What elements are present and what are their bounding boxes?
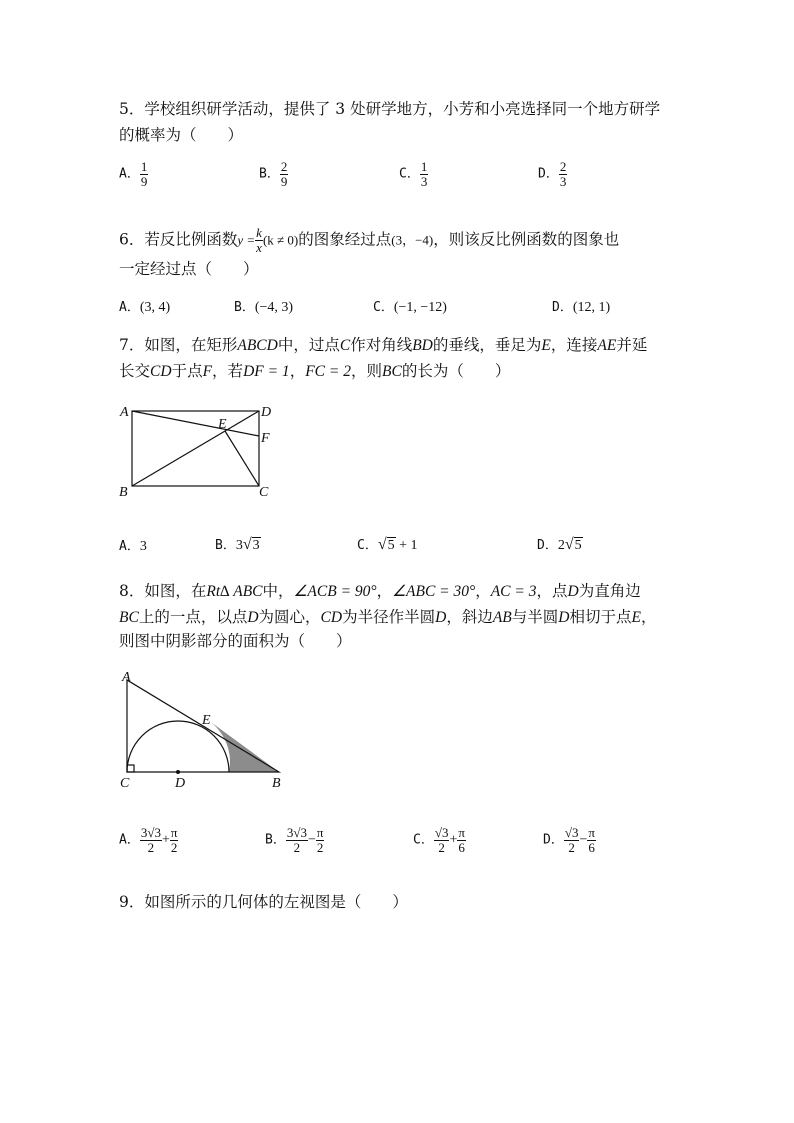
q5-option-a: A． $\frac{1}{9}$ (119, 159, 148, 189)
label-c: C (120, 776, 130, 791)
q7-rectangle-figure (112, 398, 282, 502)
q8-option-a: A． $\frac{3√3}{2}$ + $\frac{\pi}{2}$ (119, 825, 178, 855)
label-d: D (261, 405, 272, 420)
shaded-region (208, 720, 279, 772)
fraction: $\frac{2}{9}$ (280, 159, 288, 189)
label-e: E (218, 417, 227, 432)
q7-line1: 7．如图，在矩形ABCD中，过点C作对角线BD的垂线，垂足为E，连接AE并延 (119, 336, 648, 354)
semicircle-d (127, 721, 229, 772)
q7-option-b: B．3√3 (215, 536, 260, 553)
q9-text: 9．如图所示的几何体的左视图是（ ） (119, 893, 408, 911)
q6-line2: 一定经过点（ ） (119, 260, 259, 278)
center-point-d (176, 770, 180, 774)
q5-line1: 5．学校组织研学活动，提供了 3 处研学地方，小芳和小亮选择同一个地方研学 (119, 100, 661, 118)
label-b: B (272, 776, 281, 791)
q8-option-d: D． $\frac{√3}{2}$ − $\frac{\pi}{6}$ (543, 825, 595, 855)
right-angle-mark (127, 765, 134, 772)
perpendicular-ce (225, 431, 259, 486)
fraction: $\frac{2}{3}$ (559, 159, 567, 189)
q8-option-b: B． $\frac{3√3}{2}$ − $\frac{\pi}{2}$ (265, 825, 324, 855)
q8-line2: BC上的一点，以点D为圆心，CD为半径作半圆D，斜边AB与半圆D相切于点E， (119, 608, 657, 626)
q6-option-a: A．(3, 4) (119, 300, 171, 315)
q5-option-b: B． $\frac{2}{9}$ (259, 159, 288, 189)
q6-option-d: D．(12, 1) (552, 300, 611, 315)
fraction: $\frac{1}{9}$ (140, 159, 148, 189)
label-e: E (202, 713, 211, 728)
label-a: A (122, 670, 131, 685)
function-fraction: $\frac{k}{x}$ (256, 225, 262, 255)
label-d: D (175, 776, 186, 791)
q6-line1: 6．若反比例函数y = $\frac{k}{x}$ (k ≠ 0)的图象经过点(3，−4)，则该反比例函数的图象也 (119, 225, 620, 255)
q7-option-a: A．3 (119, 539, 147, 554)
fraction: $\frac{1}{3}$ (420, 159, 428, 189)
q8-triangle-figure (112, 668, 292, 796)
q5-option-d: D． $\frac{2}{3}$ (538, 159, 567, 189)
q7-option-c: C．√5 + 1 (357, 536, 418, 553)
q5-option-c: C． $\frac{1}{3}$ (399, 159, 428, 189)
label-c: C (259, 485, 269, 500)
q7-option-d: D．2√5 (537, 536, 582, 553)
q7-line2: 长交CD于点F，若DF = 1，FC = 2，则BC的长为（ ） (119, 362, 511, 380)
label-f: F (261, 431, 270, 446)
line-af (132, 411, 259, 436)
q5-line2: 的概率为（ ） (119, 126, 244, 144)
diagonal-bd (132, 411, 259, 486)
q6-option-c: C．(−1, −12) (373, 300, 447, 315)
q8-line1: 8．如图，在Rt∆ ABC中，∠ACB = 90°，∠ABC = 30°，AC = 3，点D为直角边 (119, 582, 641, 600)
q8-line3: 则图中阴影部分的面积为（ ） (119, 632, 352, 650)
label-a: A (120, 405, 129, 420)
q6-option-b: B．(−4, 3) (234, 300, 294, 315)
label-b: B (119, 485, 128, 500)
q8-option-c: C． $\frac{√3}{2}$ + $\frac{\pi}{6}$ (413, 825, 465, 855)
